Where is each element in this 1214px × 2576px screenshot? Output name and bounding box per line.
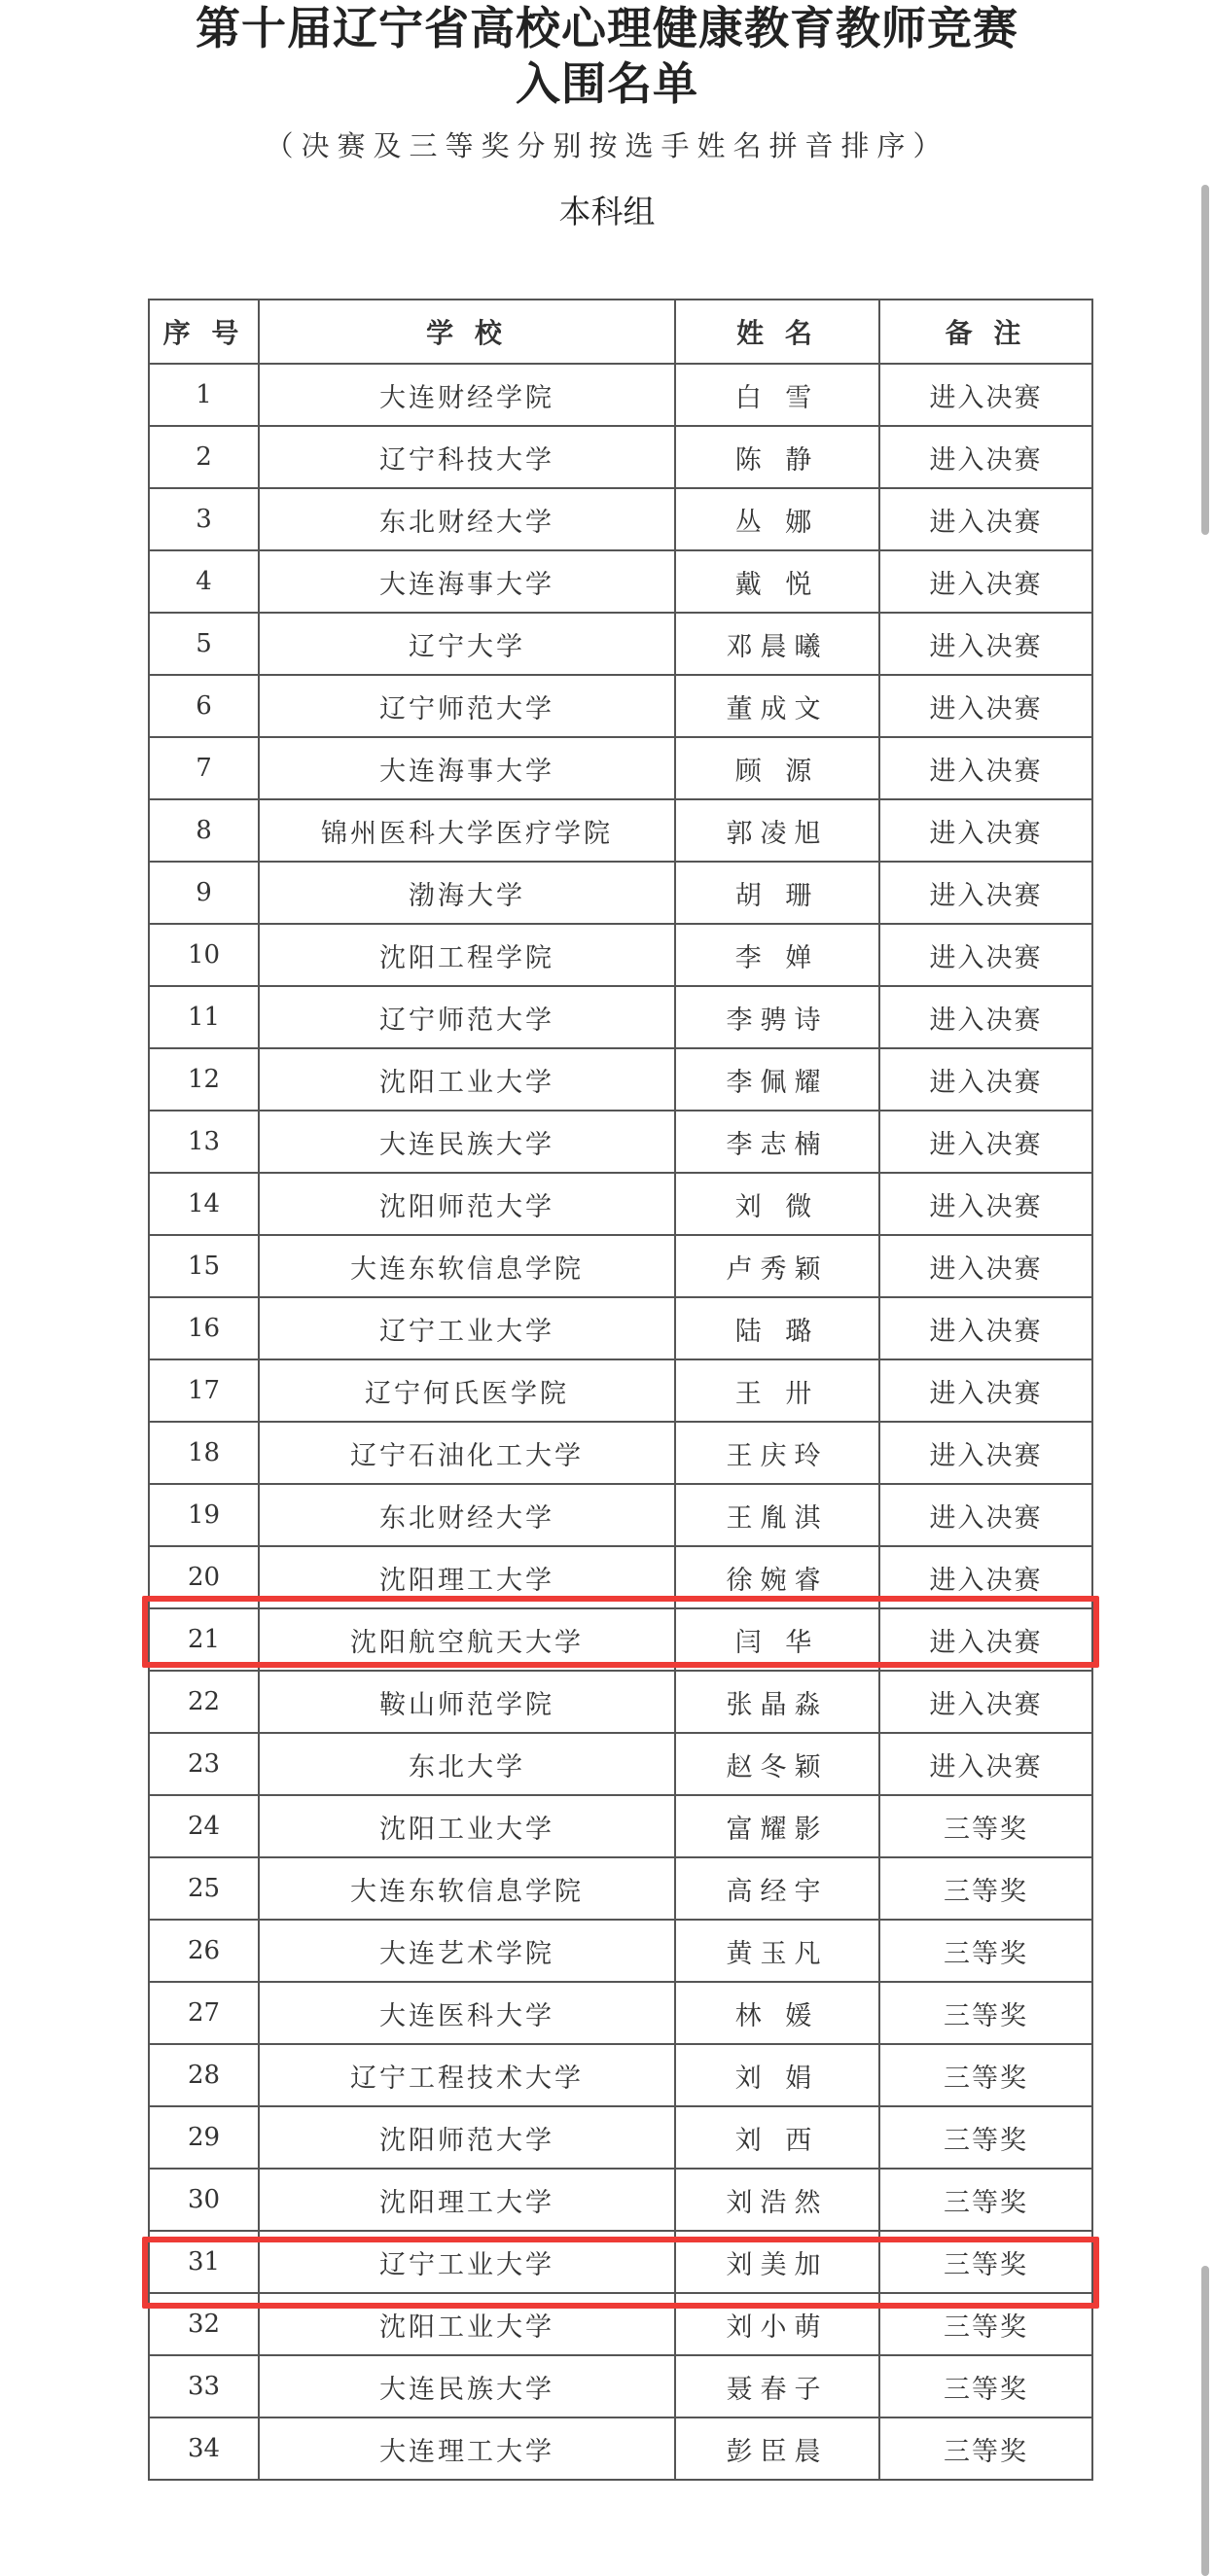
cell-name: 黄玉凡 — [675, 1920, 879, 1982]
table-row — [149, 1422, 1092, 1484]
table-row — [149, 2106, 1092, 2169]
cell-name: 富耀影 — [675, 1795, 879, 1857]
cell-school: 沈阳理工大学 — [259, 2169, 675, 2231]
cell-name: 郭凌旭 — [675, 799, 879, 862]
cell-number: 24 — [149, 1795, 259, 1857]
cell-remark: 进入决赛 — [879, 1173, 1092, 1235]
cell-name: 林 媛 — [675, 1982, 879, 2044]
cell-school: 辽宁工业大学 — [259, 2231, 675, 2293]
cell-name: 胡 珊 — [675, 862, 879, 924]
cell-school: 沈阳工业大学 — [259, 1048, 675, 1111]
cell-number: 4 — [149, 550, 259, 613]
table-header-row — [149, 300, 1092, 364]
cell-number: 14 — [149, 1173, 259, 1235]
group-heading: 本科组 — [558, 193, 656, 230]
cell-school: 鞍山师范学院 — [259, 1671, 675, 1733]
cell-remark: 进入决赛 — [879, 364, 1092, 426]
table-row — [149, 986, 1092, 1048]
table-row — [149, 2169, 1092, 2231]
cell-number: 10 — [149, 924, 259, 986]
cell-school: 东北财经大学 — [259, 1484, 675, 1546]
cell-name: 聂春子 — [675, 2355, 879, 2417]
cell-school: 沈阳师范大学 — [259, 1173, 675, 1235]
cell-number: 5 — [149, 613, 259, 675]
cell-remark: 进入决赛 — [879, 1422, 1092, 1484]
cell-school: 大连民族大学 — [259, 1111, 675, 1173]
cell-name: 陆 璐 — [675, 1297, 879, 1359]
table-row — [149, 737, 1092, 799]
header-number: 序 号 — [149, 300, 259, 364]
table-row — [149, 1857, 1092, 1920]
cell-remark: 进入决赛 — [879, 799, 1092, 862]
cell-school: 辽宁师范大学 — [259, 986, 675, 1048]
cell-name: 刘 微 — [675, 1173, 879, 1235]
cell-remark: 进入决赛 — [879, 550, 1092, 613]
table-row — [149, 550, 1092, 613]
cell-number: 6 — [149, 675, 259, 737]
cell-name: 刘小萌 — [675, 2293, 879, 2355]
cell-remark: 进入决赛 — [879, 1671, 1092, 1733]
cell-school: 沈阳航空航天大学 — [259, 1608, 675, 1671]
table-row — [149, 1484, 1092, 1546]
cell-remark: 进入决赛 — [879, 1484, 1092, 1546]
cell-school: 大连财经学院 — [259, 364, 675, 426]
cell-number: 25 — [149, 1857, 259, 1920]
cell-name: 刘浩然 — [675, 2169, 879, 2231]
cell-remark: 进入决赛 — [879, 1359, 1092, 1422]
cell-number: 19 — [149, 1484, 259, 1546]
cell-number: 17 — [149, 1359, 259, 1422]
cell-school: 辽宁大学 — [259, 613, 675, 675]
cell-number: 28 — [149, 2044, 259, 2106]
cell-number: 13 — [149, 1111, 259, 1173]
cell-school: 大连东软信息学院 — [259, 1235, 675, 1297]
table-row — [149, 2293, 1092, 2355]
cell-school: 大连海事大学 — [259, 550, 675, 613]
cell-number: 23 — [149, 1733, 259, 1795]
cell-remark: 进入决赛 — [879, 1048, 1092, 1111]
cell-number: 21 — [149, 1608, 259, 1671]
cell-number: 32 — [149, 2293, 259, 2355]
cell-name: 陈 静 — [675, 426, 879, 488]
table-row — [149, 364, 1092, 426]
table-row — [149, 1048, 1092, 1111]
cell-school: 大连艺术学院 — [259, 1920, 675, 1982]
cell-number: 16 — [149, 1297, 259, 1359]
cell-remark: 三等奖 — [879, 2417, 1092, 2480]
cell-remark: 进入决赛 — [879, 426, 1092, 488]
scrollbar-thumb-lower[interactable] — [1201, 2266, 1209, 2576]
cell-remark: 三等奖 — [879, 1920, 1092, 1982]
cell-number: 30 — [149, 2169, 259, 2231]
document-title: 第十届辽宁省高校心理健康教育教师竞赛 — [196, 2, 1018, 54]
table-row — [149, 675, 1092, 737]
cell-number: 27 — [149, 1982, 259, 2044]
table-row — [149, 1173, 1092, 1235]
cell-name: 戴 悦 — [675, 550, 879, 613]
sorting-note: （决赛及三等奖分别按选手姓名拼音排序） — [265, 129, 949, 162]
cell-school: 锦州医科大学医疗学院 — [259, 799, 675, 862]
table-row — [149, 1546, 1092, 1608]
cell-number: 33 — [149, 2355, 259, 2417]
cell-name: 徐婉睿 — [675, 1546, 879, 1608]
cell-school: 沈阳师范大学 — [259, 2106, 675, 2169]
cell-name: 李 婵 — [675, 924, 879, 986]
cell-number: 8 — [149, 799, 259, 862]
cell-number: 15 — [149, 1235, 259, 1297]
cell-school: 渤海大学 — [259, 862, 675, 924]
cell-school: 大连医科大学 — [259, 1982, 675, 2044]
cell-name: 彭臣晨 — [675, 2417, 879, 2480]
cell-name: 丛 娜 — [675, 488, 879, 550]
cell-name: 闫 华 — [675, 1608, 879, 1671]
cell-name: 张晶淼 — [675, 1671, 879, 1733]
cell-number: 12 — [149, 1048, 259, 1111]
table-row — [149, 2417, 1092, 2480]
cell-name: 刘美加 — [675, 2231, 879, 2293]
table-row — [149, 1608, 1092, 1671]
cell-remark: 三等奖 — [879, 1982, 1092, 2044]
cell-school: 大连海事大学 — [259, 737, 675, 799]
table-row — [149, 2355, 1092, 2417]
cell-remark: 进入决赛 — [879, 675, 1092, 737]
cell-name: 卢秀颖 — [675, 1235, 879, 1297]
finalists-table — [148, 299, 1093, 2481]
cell-name: 董成文 — [675, 675, 879, 737]
cell-school: 沈阳理工大学 — [259, 1546, 675, 1608]
cell-name: 刘 娟 — [675, 2044, 879, 2106]
table-row — [149, 1235, 1092, 1297]
cell-remark: 进入决赛 — [879, 1546, 1092, 1608]
cell-number: 11 — [149, 986, 259, 1048]
table-row — [149, 488, 1092, 550]
cell-school: 辽宁工程技术大学 — [259, 2044, 675, 2106]
cell-remark: 进入决赛 — [879, 924, 1092, 986]
cell-remark: 三等奖 — [879, 2293, 1092, 2355]
cell-school: 沈阳工程学院 — [259, 924, 675, 986]
cell-school: 辽宁何氏医学院 — [259, 1359, 675, 1422]
cell-name: 李佩耀 — [675, 1048, 879, 1111]
cell-remark: 进入决赛 — [879, 1297, 1092, 1359]
header-school: 学 校 — [259, 300, 675, 364]
cell-number: 2 — [149, 426, 259, 488]
cell-school: 大连民族大学 — [259, 2355, 675, 2417]
table-row — [149, 1733, 1092, 1795]
cell-remark: 进入决赛 — [879, 986, 1092, 1048]
table-row — [149, 1671, 1092, 1733]
cell-name: 赵冬颖 — [675, 1733, 879, 1795]
cell-remark: 进入决赛 — [879, 1733, 1092, 1795]
cell-name: 王胤淇 — [675, 1484, 879, 1546]
cell-name: 刘 西 — [675, 2106, 879, 2169]
cell-school: 大连理工大学 — [259, 2417, 675, 2480]
cell-school: 辽宁师范大学 — [259, 675, 675, 737]
header-name: 姓 名 — [675, 300, 879, 364]
cell-remark: 进入决赛 — [879, 613, 1092, 675]
cell-remark: 三等奖 — [879, 2355, 1092, 2417]
table-row — [149, 924, 1092, 986]
cell-remark: 三等奖 — [879, 2044, 1092, 2106]
cell-number: 18 — [149, 1422, 259, 1484]
cell-name: 李骋诗 — [675, 986, 879, 1048]
cell-remark: 三等奖 — [879, 2169, 1092, 2231]
cell-remark: 进入决赛 — [879, 862, 1092, 924]
table-row — [149, 1111, 1092, 1173]
cell-school: 沈阳工业大学 — [259, 2293, 675, 2355]
table-row — [149, 1795, 1092, 1857]
cell-name: 邓晨曦 — [675, 613, 879, 675]
scrollbar-thumb[interactable] — [1201, 185, 1209, 535]
cell-number: 7 — [149, 737, 259, 799]
cell-school: 东北财经大学 — [259, 488, 675, 550]
cell-number: 34 — [149, 2417, 259, 2480]
table-row — [149, 426, 1092, 488]
cell-number: 29 — [149, 2106, 259, 2169]
table-row — [149, 1359, 1092, 1422]
cell-school: 辽宁工业大学 — [259, 1297, 675, 1359]
table-row — [149, 799, 1092, 862]
table-row — [149, 2231, 1092, 2293]
table-row — [149, 862, 1092, 924]
document-title-line2: 入围名单 — [516, 57, 698, 110]
cell-school: 辽宁科技大学 — [259, 426, 675, 488]
header-remark: 备 注 — [879, 300, 1092, 364]
table-row — [149, 613, 1092, 675]
cell-school: 大连东软信息学院 — [259, 1857, 675, 1920]
cell-remark: 进入决赛 — [879, 1235, 1092, 1297]
table-row — [149, 1982, 1092, 2044]
table-row — [149, 1920, 1092, 1982]
cell-remark: 三等奖 — [879, 2106, 1092, 2169]
table-row — [149, 1297, 1092, 1359]
cell-name: 李志楠 — [675, 1111, 879, 1173]
table-row — [149, 2044, 1092, 2106]
cell-remark: 三等奖 — [879, 2231, 1092, 2293]
cell-school: 东北大学 — [259, 1733, 675, 1795]
cell-number: 9 — [149, 862, 259, 924]
cell-name: 顾 源 — [675, 737, 879, 799]
cell-number: 31 — [149, 2231, 259, 2293]
cell-remark: 三等奖 — [879, 1857, 1092, 1920]
cell-remark: 进入决赛 — [879, 488, 1092, 550]
cell-number: 22 — [149, 1671, 259, 1733]
cell-number: 3 — [149, 488, 259, 550]
cell-name: 王 卅 — [675, 1359, 879, 1422]
cell-number: 26 — [149, 1920, 259, 1982]
cell-number: 1 — [149, 364, 259, 426]
cell-remark: 进入决赛 — [879, 737, 1092, 799]
cell-name: 白 雪 — [675, 364, 879, 426]
cell-school: 沈阳工业大学 — [259, 1795, 675, 1857]
cell-name: 高经宇 — [675, 1857, 879, 1920]
cell-remark: 进入决赛 — [879, 1608, 1092, 1671]
cell-name: 王庆玲 — [675, 1422, 879, 1484]
cell-school: 辽宁石油化工大学 — [259, 1422, 675, 1484]
cell-number: 20 — [149, 1546, 259, 1608]
cell-remark: 进入决赛 — [879, 1111, 1092, 1173]
cell-remark: 三等奖 — [879, 1795, 1092, 1857]
